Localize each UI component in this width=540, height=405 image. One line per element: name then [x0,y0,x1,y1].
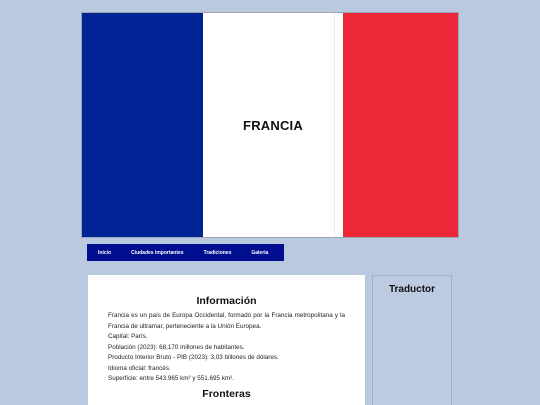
main-nav [87,244,284,261]
banner-title: FRANCIA [243,117,303,133]
fact-gdp: Producto Interior Bruto - PIB (2023): 3,03 billones de dólares. [108,354,279,361]
nav-item-tradiciones[interactable]: Tradiciones [203,249,232,256]
translator-widget [372,275,452,405]
info-card [88,275,365,405]
intro-paragraph: Francia es un país de Europa Occidental, formado por la Francia metropolitana y la Francia de ultramar, perteneciente a la Unión Europea. [108,312,345,330]
france-flag-banner [81,12,459,238]
info-title: Información [196,295,257,307]
flag-red-stripe [343,13,458,237]
flag-blue-stripe [82,13,203,237]
borders-title: Fronteras [202,387,251,400]
fact-population: Población (2023): 68,170 millones de habitantes. [108,343,245,351]
fact-capital: Capital: París. [108,333,148,340]
fact-language: Idioma oficial: francés. [108,364,171,372]
translator-title: Traductor [388,284,436,295]
nav-item-galeria[interactable]: Galería [251,249,269,256]
flag-white-stripe [203,13,343,237]
fact-area: Superficie: entre 543.965 km² y 551.695 km². [108,375,235,382]
nav-item-ciudades-importantes[interactable]: Ciudades importantes [131,249,184,256]
nav-item-inicio[interactable]: Inicio [98,249,112,256]
